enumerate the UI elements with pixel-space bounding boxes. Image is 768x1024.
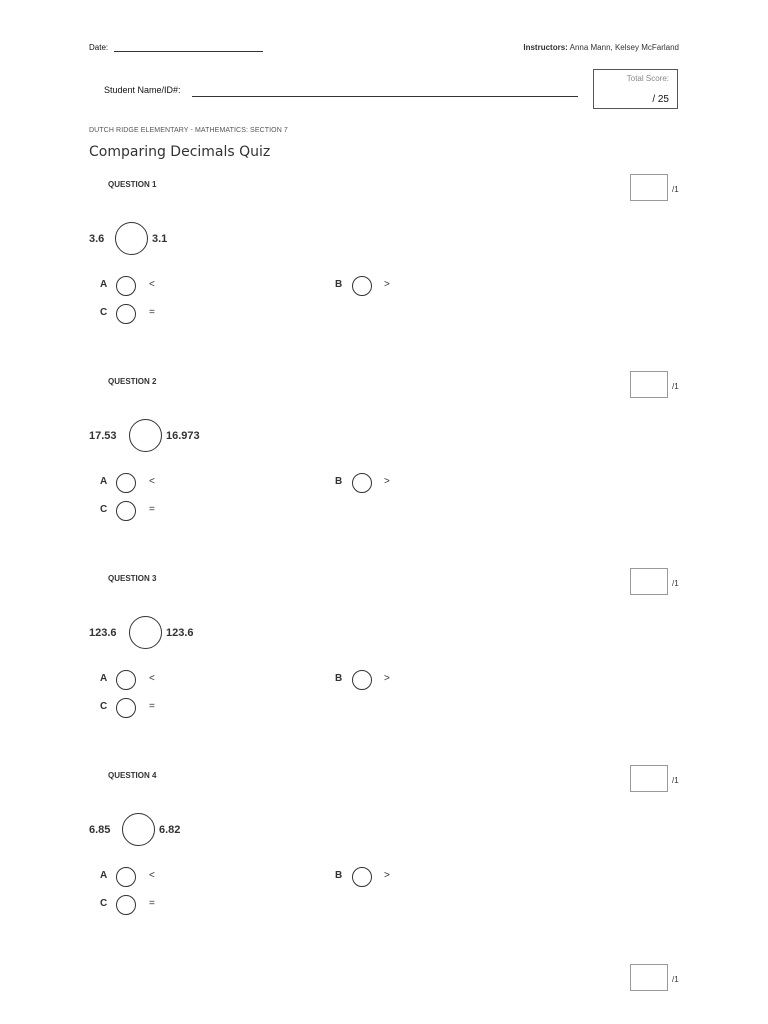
option-b-radio[interactable]: [352, 670, 372, 690]
option-b-radio[interactable]: [352, 276, 372, 296]
option-c-radio[interactable]: [116, 304, 136, 324]
option-symbol: <: [149, 279, 155, 290]
option-c-radio[interactable]: [116, 895, 136, 915]
left-number: 6.85: [89, 824, 111, 836]
option-symbol: =: [149, 898, 155, 909]
points-box[interactable]: [630, 371, 668, 398]
comparison-circle[interactable]: [129, 419, 162, 452]
question-label: QUESTION 4: [108, 771, 157, 780]
date-label: Date:: [89, 43, 109, 52]
option-symbol: >: [384, 673, 390, 684]
right-number: 3.1: [152, 233, 168, 245]
option-letter: A: [100, 673, 108, 684]
option-letter: C: [100, 504, 108, 515]
page-title: Comparing Decimals Quiz: [89, 144, 271, 160]
option-letter: B: [335, 870, 343, 881]
option-letter: B: [335, 476, 343, 487]
total-score-box: [593, 69, 678, 109]
option-a-radio[interactable]: [116, 276, 136, 296]
option-a-radio[interactable]: [116, 867, 136, 887]
points-label: /1: [672, 975, 679, 984]
question-3: [0, 574, 768, 764]
option-letter: C: [100, 898, 108, 909]
option-letter: C: [100, 307, 108, 318]
total-score-value: / 25: [652, 94, 669, 105]
option-symbol: <: [149, 870, 155, 881]
student-name-field[interactable]: [192, 96, 578, 97]
option-a-radio[interactable]: [116, 473, 136, 493]
student-name-label: Student Name/ID#:: [104, 85, 181, 95]
option-symbol: >: [384, 476, 390, 487]
right-number: 16.973: [166, 430, 200, 442]
left-number: 123.6: [89, 627, 117, 639]
option-symbol: >: [384, 870, 390, 881]
total-score-label: Total Score:: [626, 74, 669, 83]
instructors: [523, 43, 679, 52]
comparison-circle[interactable]: [129, 616, 162, 649]
question-label: QUESTION 2: [108, 377, 157, 386]
left-number: 17.53: [89, 430, 117, 442]
school-line: DUTCH RIDGE ELEMENTARY - MATHEMATICS: SECTION 7: [89, 127, 288, 134]
question-2: [0, 377, 768, 567]
question-1: [0, 180, 768, 370]
option-b-radio[interactable]: [352, 473, 372, 493]
points-label: /1: [672, 776, 679, 785]
points-box[interactable]: [630, 174, 668, 201]
question-label: QUESTION 1: [108, 180, 157, 189]
option-letter: A: [100, 870, 108, 881]
comparison-circle[interactable]: [115, 222, 148, 255]
option-b-radio[interactable]: [352, 867, 372, 887]
comparison-circle[interactable]: [122, 813, 155, 846]
option-c-radio[interactable]: [116, 501, 136, 521]
option-symbol: =: [149, 701, 155, 712]
points-label: /1: [672, 579, 679, 588]
question-label: QUESTION 3: [108, 574, 157, 583]
option-symbol: <: [149, 673, 155, 684]
option-letter: C: [100, 701, 108, 712]
question-4: [0, 771, 768, 961]
instructors-value: Anna Mann, Kelsey McFarland: [569, 43, 679, 52]
instructors-label: Instructors:: [523, 43, 568, 52]
option-letter: B: [335, 279, 343, 290]
option-symbol: =: [149, 307, 155, 318]
option-c-radio[interactable]: [116, 698, 136, 718]
option-symbol: >: [384, 279, 390, 290]
points-label: /1: [672, 185, 679, 194]
date-field[interactable]: [114, 51, 263, 52]
left-number: 3.6: [89, 233, 105, 245]
option-letter: A: [100, 476, 108, 487]
option-symbol: =: [149, 504, 155, 515]
points-box[interactable]: [630, 568, 668, 595]
points-label: /1: [672, 382, 679, 391]
option-symbol: <: [149, 476, 155, 487]
points-box[interactable]: [630, 765, 668, 792]
option-letter: B: [335, 673, 343, 684]
right-number: 123.6: [166, 627, 194, 639]
right-number: 6.82: [159, 824, 181, 836]
option-letter: A: [100, 279, 108, 290]
option-a-radio[interactable]: [116, 670, 136, 690]
points-box[interactable]: [630, 964, 668, 991]
